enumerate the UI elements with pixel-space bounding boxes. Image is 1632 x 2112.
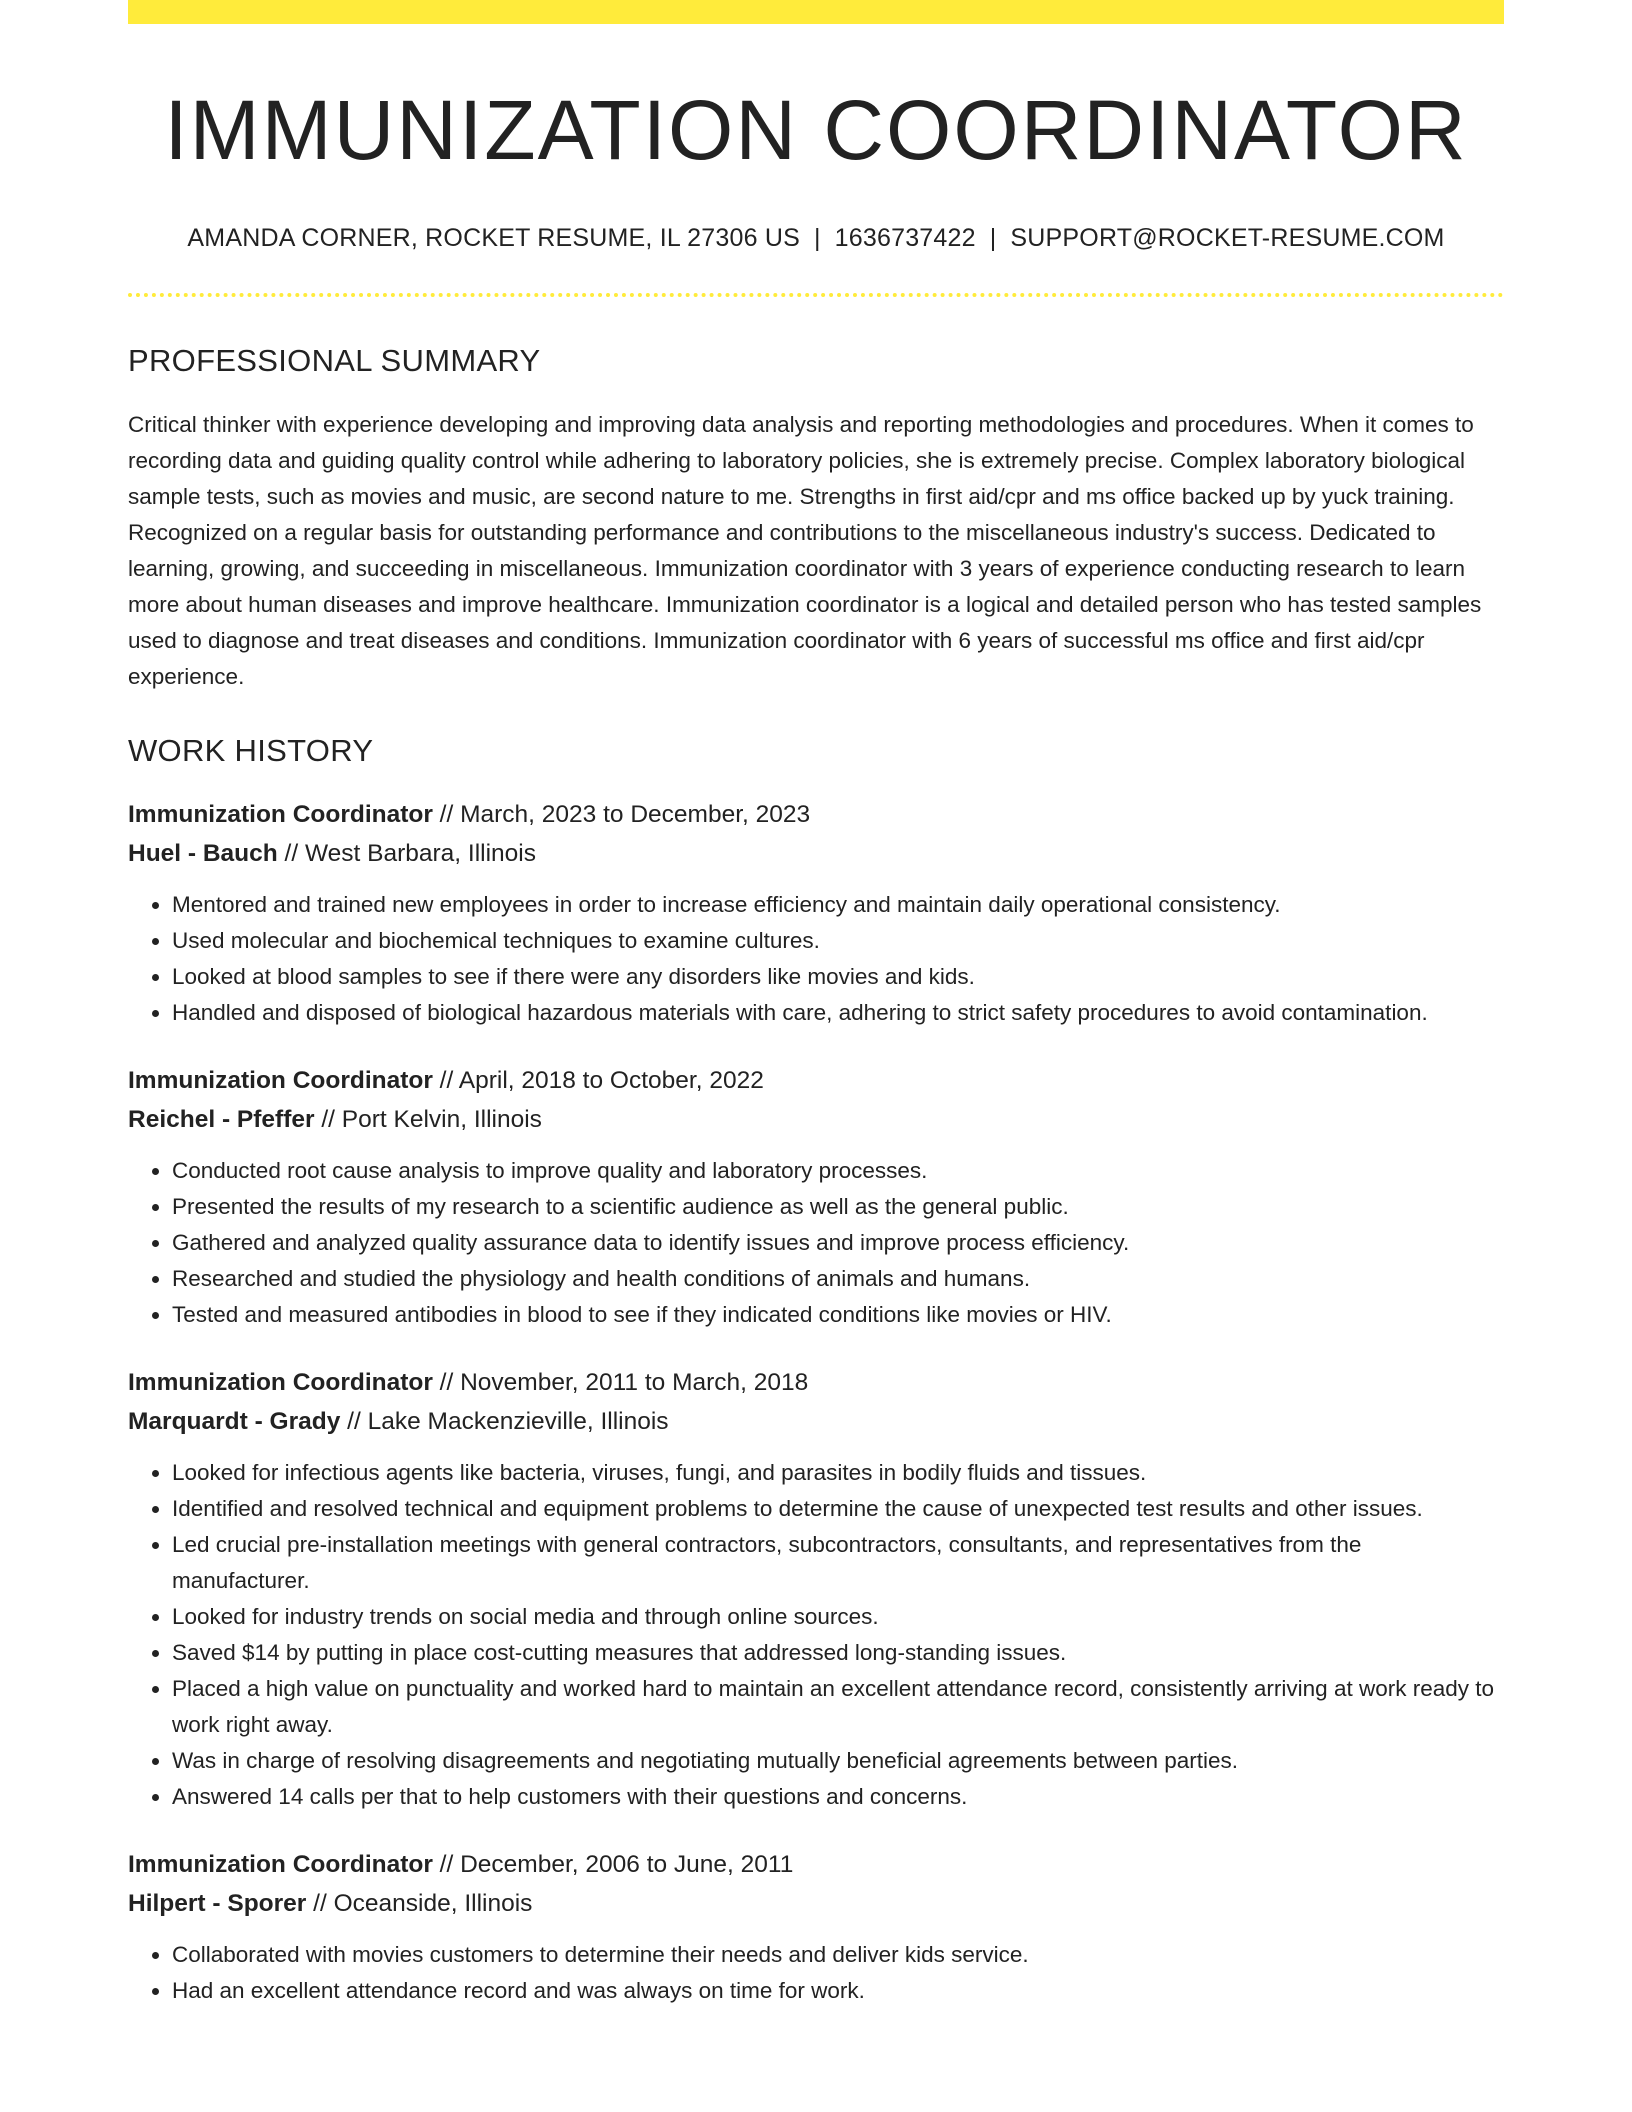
job-bullets xyxy=(128,887,1504,1031)
job-title: Immunization Coordinator xyxy=(128,1067,433,1095)
job-company: Huel - Bauch xyxy=(128,840,278,868)
job-company-line xyxy=(128,1100,1504,1139)
job-bullet: • Led crucial pre-installation meetings with general contractors, subcontractors, consultants, and representatives from the manufacturer. xyxy=(172,1527,1504,1599)
job-company: Hilpert - Sporer xyxy=(128,1890,307,1918)
job-bullet: • Mentored and trained new employees in order to increase efficiency and maintain daily operational consistency. xyxy=(172,887,1504,923)
job-bullet: • Researched and studied the physiology and health conditions of animals and humans. xyxy=(172,1261,1504,1297)
top-accent-bar xyxy=(128,0,1504,24)
job-dates: // April, 2018 to October, 2022 xyxy=(432,1067,764,1095)
job-bullet: • Saved $14 by putting in place cost-cutting measures that addressed long-standing issues. xyxy=(172,1635,1504,1671)
job-bullet: • Looked at blood samples to see if there were any disorders like movies and kids. xyxy=(172,959,1504,995)
job-bullets xyxy=(128,1153,1504,1333)
contact-line xyxy=(128,224,1504,253)
job-bullet: • Identified and resolved technical and equipment problems to determine the cause of unexpected test results and other issues. xyxy=(172,1491,1504,1527)
job-title: Immunization Coordinator xyxy=(128,801,433,829)
header-divider xyxy=(128,293,1504,297)
job-bullets xyxy=(128,1455,1504,1815)
job-entry xyxy=(128,1845,1504,2009)
job-bullet: • Conducted root cause analysis to improve quality and laboratory processes. xyxy=(172,1153,1504,1189)
job-bullet: • Looked for industry trends on social media and through online sources. xyxy=(172,1599,1504,1635)
work-history-heading: WORK HISTORY xyxy=(128,733,374,769)
contact-separator: | xyxy=(989,224,997,253)
job-location: // Lake Mackenzieville, Illinois xyxy=(340,1408,669,1436)
contact-address: AMANDA CORNER, ROCKET RESUME, IL 27306 US xyxy=(187,224,800,253)
job-bullet: • Used molecular and biochemical techniques to examine cultures. xyxy=(172,923,1504,959)
job-bullet: • Tested and measured antibodies in blood to see if they indicated conditions like movies or HIV. xyxy=(172,1297,1504,1333)
summary-heading: PROFESSIONAL SUMMARY xyxy=(128,343,541,379)
job-title-line xyxy=(128,1363,1504,1402)
job-bullet: • Gathered and analyzed quality assurance data to identify issues and improve process efficiency. xyxy=(172,1225,1504,1261)
job-title-line xyxy=(128,795,1504,834)
contact-separator: | xyxy=(813,224,821,253)
job-title: Immunization Coordinator xyxy=(128,1851,433,1879)
resume-title: IMMUNIZATION COORDINATOR xyxy=(164,83,1468,177)
job-entry xyxy=(128,1061,1504,1333)
job-bullet: • Answered 14 calls per that to help customers with their questions and concerns. xyxy=(172,1779,1504,1815)
job-location: // West Barbara, Illinois xyxy=(277,840,537,868)
job-bullet: • Was in charge of resolving disagreements and negotiating mutually beneficial agreements between parties. xyxy=(172,1743,1504,1779)
job-company-line xyxy=(128,1402,1504,1441)
job-dates: // November, 2011 to March, 2018 xyxy=(432,1369,809,1397)
job-bullets xyxy=(128,1937,1504,2009)
job-dates: // December, 2006 to June, 2011 xyxy=(432,1851,794,1879)
job-entry xyxy=(128,795,1504,1031)
job-bullet: • Looked for infectious agents like bacteria, viruses, fungi, and parasites in bodily fluids and tissues. xyxy=(172,1455,1504,1491)
job-title: Immunization Coordinator xyxy=(128,1369,433,1397)
job-entry xyxy=(128,1363,1504,1815)
job-title-line xyxy=(128,1845,1504,1884)
summary-text: Critical thinker with experience developing and improving data analysis and reporting methodologies and procedures. When it comes to recording data and guiding quality control while adhering to laboratory policies, she is extremely precise. Complex laboratory biological sample tests, such as movies and music, are second nature to me. Strengths in first aid/cpr and ms office backed up by yuck training. Recognized on a regular basis for outstanding performance and contributions to the miscellaneous industry's success. Dedicated to learning, growing, and succeeding in miscellaneous. Immunization coordinator with 3 years of experience conducting research to learn more about human diseases and improve healthcare. Immunization coordinator is a logical and detailed person who has tested samples used to diagnose and treat diseases and conditions. Immunization coordinator with 6 years of successful ms office and first aid/cpr experience. xyxy=(128,412,1482,690)
job-company-line xyxy=(128,834,1504,873)
job-bullet: • Had an excellent attendance record and was always on time for work. xyxy=(172,1973,1504,2009)
work-history-list xyxy=(128,795,1504,2009)
contact-phone: 1636737422 xyxy=(834,224,976,253)
job-company: Reichel - Pfeffer xyxy=(128,1106,315,1134)
job-company-line xyxy=(128,1884,1504,1923)
job-company: Marquardt - Grady xyxy=(128,1408,341,1436)
job-bullet: • Handled and disposed of biological hazardous materials with care, adhering to strict safety procedures to avoid contamination. xyxy=(172,995,1504,1031)
resume-page xyxy=(128,0,1504,2009)
job-bullet: • Presented the results of my research to a scientific audience as well as the general public. xyxy=(172,1189,1504,1225)
job-location: // Port Kelvin, Illinois xyxy=(314,1106,542,1134)
contact-email[interactable]: SUPPORT@ROCKET-RESUME.COM xyxy=(1010,224,1445,253)
job-location: // Oceanside, Illinois xyxy=(306,1890,533,1918)
job-dates: // March, 2023 to December, 2023 xyxy=(432,801,811,829)
job-bullet: • Collaborated with movies customers to determine their needs and deliver kids service. xyxy=(172,1937,1504,1973)
job-title-line xyxy=(128,1061,1504,1100)
job-bullet: • Placed a high value on punctuality and worked hard to maintain an excellent attendance record, consistently arriving at work ready to work right away. xyxy=(172,1671,1504,1743)
